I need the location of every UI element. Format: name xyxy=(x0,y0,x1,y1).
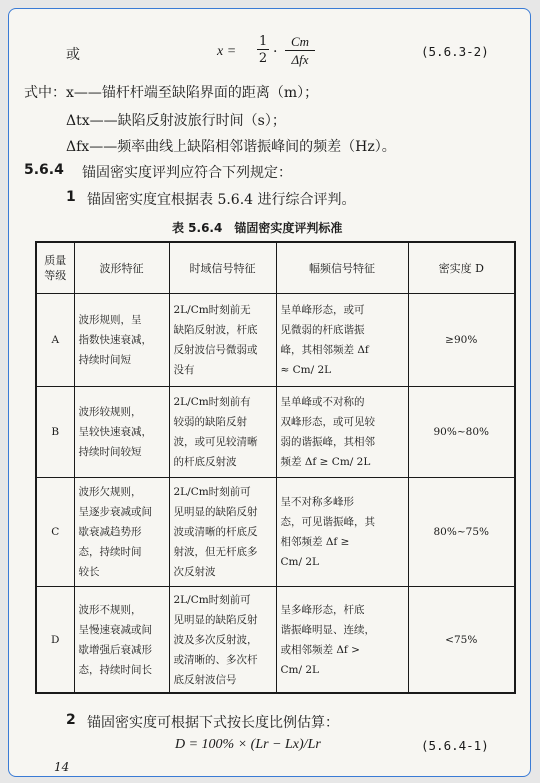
cell-line: 波，或可见较清晰 xyxy=(173,436,258,448)
header-density: 密实度 D xyxy=(408,242,515,294)
wave-cell xyxy=(74,587,169,694)
cell-line: 波或清晰的杆底反 xyxy=(173,526,258,538)
freq-cell xyxy=(276,387,408,478)
density-cell: <75% xyxy=(408,587,515,694)
cell-line: 或清晰的、多次杆 xyxy=(173,653,258,666)
cell-line: 2L/Cm时刻前有 xyxy=(173,396,251,408)
cell-line: 峰，其相邻频差 Δf xyxy=(280,344,369,356)
formula-lhs: x = xyxy=(217,44,237,59)
cell-line: 次反射波 xyxy=(173,566,216,578)
cell-line: 态，持续时间长 xyxy=(78,663,152,676)
cell-line: 弱的谐振峰，其相邻 xyxy=(280,436,375,448)
cell-line: 双峰形态，或可见较 xyxy=(280,416,375,428)
table-row xyxy=(36,478,515,587)
header-time: 时域信号特征 xyxy=(169,242,276,294)
page-number: 14 xyxy=(54,760,70,774)
formula-half xyxy=(257,34,269,66)
cell-line: 谐振峰明显、连续， xyxy=(280,623,375,636)
header-grade: 质量等级 xyxy=(36,242,74,294)
item2-number: 2 xyxy=(66,712,76,728)
cell-line: 射波，但无杆底多 xyxy=(173,546,258,558)
cell-line: 反射波信号微弱或 xyxy=(173,344,258,356)
cell-line: 歇衰减趋势形 xyxy=(78,526,142,538)
time-cell xyxy=(169,587,276,694)
table-row xyxy=(36,387,515,478)
density-cell: 80%~75% xyxy=(408,478,515,587)
formula-dot: · xyxy=(273,44,278,60)
cell-line: 见明显的缺陷反射 xyxy=(173,506,258,518)
cell-line: 2L/Cm时刻前无 xyxy=(173,304,251,316)
cell-line: Cm/ 2L xyxy=(280,663,320,676)
time-cell xyxy=(169,387,276,478)
cell-line: 持续时间短 xyxy=(78,354,131,366)
cell-line: 呈较快速衰减， xyxy=(78,426,152,438)
cell-line: 见明显的缺陷反射 xyxy=(173,613,258,626)
cell-line: 持续时间较短 xyxy=(78,446,142,458)
formula-number: (5.6.3-2) xyxy=(421,44,489,59)
cell-line: 频差 Δf ≥ Cm/ 2L xyxy=(280,456,371,468)
cell-line: 较长 xyxy=(78,566,100,578)
formula-density: D = 100% × (Lr − Lx)/Lr xyxy=(175,737,321,752)
cell-line: 呈慢速衰减或间 xyxy=(78,623,152,636)
header-freq: 幅频信号特征 xyxy=(276,242,408,294)
freq-cell xyxy=(276,587,408,694)
cell-line: 2L/Cm时刻前可 xyxy=(173,486,251,498)
cell-line: 见微弱的杆底谐振 xyxy=(280,324,365,336)
cell-line: 波形不规则， xyxy=(78,603,142,616)
cell-line: 2L/Cm时刻前可 xyxy=(173,593,251,606)
time-cell xyxy=(169,294,276,387)
cell-line: 缺陷反射波，杆底 xyxy=(173,324,258,336)
cell-line: ≈ Cm/ 2L xyxy=(280,364,332,376)
formula-prefix: 或 xyxy=(66,47,80,63)
time-cell xyxy=(169,478,276,587)
cell-line: 态，持续时间 xyxy=(78,546,142,558)
cell-line: 相邻频差 Δf ≥ xyxy=(280,536,350,548)
cell-line: 波形规则，呈 xyxy=(78,314,142,326)
item1-number: 1 xyxy=(66,189,76,205)
item1-text: 锚固密实度宜根据表 5.6.4 进行综合评判。 xyxy=(87,192,356,208)
density-evaluation-table xyxy=(35,241,516,694)
fraction-numerator: Cm xyxy=(285,34,315,51)
fraction-denominator: Δfx xyxy=(291,52,309,67)
header-wave: 波形特征 xyxy=(74,242,169,294)
grade-cell: A xyxy=(36,294,74,387)
cell-line: 呈单峰或不对称的 xyxy=(280,396,365,408)
cell-line: 的杆底反射波 xyxy=(173,456,237,468)
density-cell: 90%~80% xyxy=(408,387,515,478)
half-numerator: 1 xyxy=(259,34,268,49)
cell-line: 波形较规则， xyxy=(78,406,142,418)
table-row xyxy=(36,294,515,387)
grade-cell: C xyxy=(36,478,74,587)
grade-cell: B xyxy=(36,387,74,478)
cell-line: 波及多次反射波， xyxy=(173,633,258,646)
table-row xyxy=(36,587,515,694)
definition-dfx: Δfx——频率曲线上缺陷相邻谐振峰间的频差（Hz）。 xyxy=(66,139,396,155)
formula-fraction xyxy=(285,34,315,68)
table-title: 表 5.6.4 锚固密实度评判标准 xyxy=(172,221,343,235)
cell-line: 底反射波信号 xyxy=(173,673,237,686)
cell-line: 波形欠规则， xyxy=(78,486,142,498)
cell-line: 指数快速衰减， xyxy=(78,334,152,346)
cell-line: 或相邻频差 Δf > xyxy=(280,643,360,656)
wave-cell xyxy=(74,294,169,387)
cell-line: 歇增强后衰减形 xyxy=(78,643,152,656)
cell-line: 呈逐步衰减或间 xyxy=(78,506,152,518)
cell-line: 呈单峰形态，或可 xyxy=(280,304,365,316)
cell-line: 态，可见谐振峰，其 xyxy=(280,516,375,528)
formula-density-number: (5.6.4-1) xyxy=(421,738,489,753)
cell-line: 呈多峰形态，杆底 xyxy=(280,603,365,616)
document-page xyxy=(8,8,531,777)
freq-cell xyxy=(276,478,408,587)
section-number: 5.6.4 xyxy=(24,162,64,178)
cell-line: 呈不对称多峰形 xyxy=(280,496,354,508)
wave-cell xyxy=(74,387,169,478)
cell-line: 较弱的缺陷反射 xyxy=(173,416,247,428)
grade-cell: D xyxy=(36,587,74,694)
half-denominator: 2 xyxy=(258,51,268,66)
section-text: 锚固密实度评判应符合下列规定： xyxy=(82,165,292,181)
freq-cell xyxy=(276,294,408,387)
item2-text: 锚固密实度可根据下式按长度比例估算： xyxy=(87,715,339,731)
cell-line: Cm/ 2L xyxy=(280,556,320,568)
definition-x: 式中：x——锚杆杆端至缺陷界面的距离（m）； xyxy=(24,85,319,101)
cell-line: 没有 xyxy=(173,364,195,376)
density-cell: ≥90% xyxy=(408,294,515,387)
wave-cell xyxy=(74,478,169,587)
definition-dtx: Δtx——缺陷反射波旅行时间（s）； xyxy=(66,113,286,129)
